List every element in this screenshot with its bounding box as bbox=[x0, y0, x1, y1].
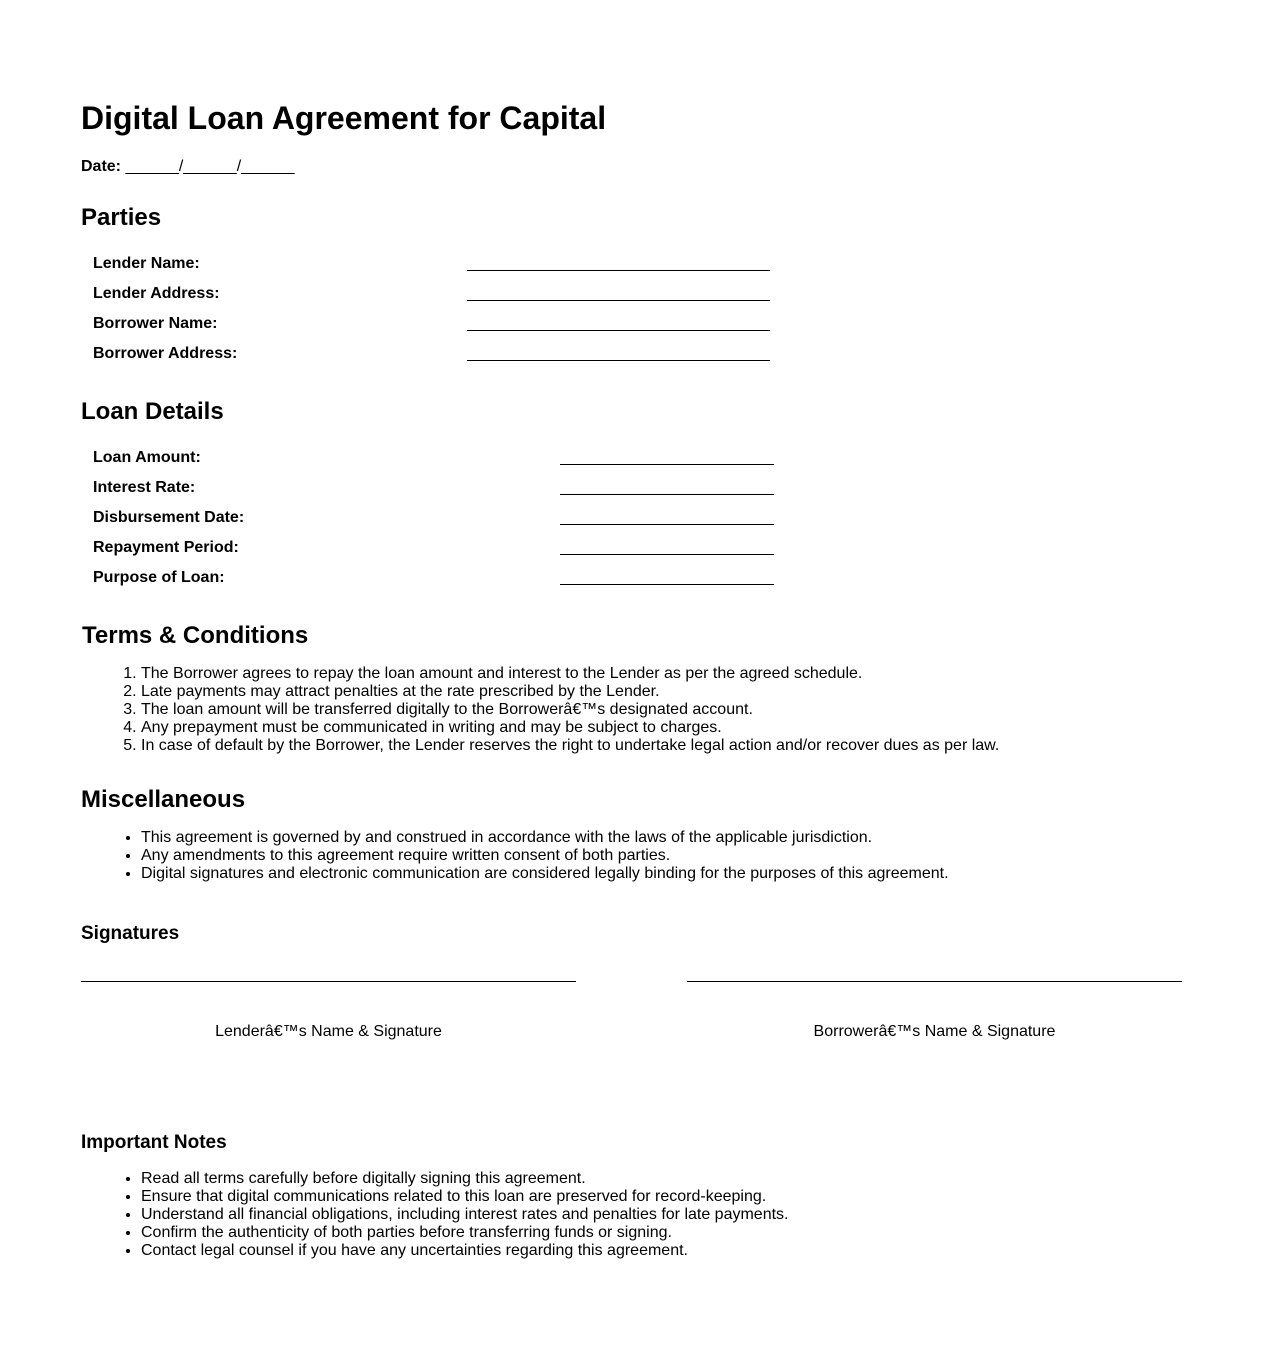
important-notes-list bbox=[81, 1170, 789, 1260]
loan-details-heading: Loan Details bbox=[81, 398, 224, 425]
list-item: 4. Any prepayment must be communicated in writing and may be subject to charges. bbox=[141, 719, 999, 737]
field-label: Purpose of Loan: bbox=[93, 569, 225, 586]
blank-line bbox=[467, 300, 770, 301]
date-label: Date: bbox=[81, 158, 122, 175]
list-item: 2. Late payments may attract penalties at the rate prescribed by the Lender. bbox=[141, 683, 999, 701]
list-item: • Contact legal counsel if you have any uncertainties regarding this agreement. bbox=[141, 1242, 789, 1260]
blank-line bbox=[560, 494, 774, 495]
blank-line bbox=[467, 360, 770, 361]
document-title: Digital Loan Agreement for Capital bbox=[81, 100, 607, 136]
borrower-signature-line[interactable] bbox=[687, 981, 1182, 982]
field-label: Lender Name: bbox=[93, 255, 200, 272]
important-notes-heading: Important Notes bbox=[81, 1132, 227, 1153]
list-item: • Digital signatures and electronic communication are considered legally binding for the purposes of this agreement. bbox=[141, 865, 949, 883]
blank-line bbox=[560, 524, 774, 525]
blank-line bbox=[467, 330, 770, 331]
blank-line bbox=[560, 584, 774, 585]
list-item: • Any amendments to this agreement require written consent of both parties. bbox=[141, 847, 949, 865]
parties-heading: Parties bbox=[81, 204, 162, 231]
lender-signature-caption: Lenderâ€™s Name & Signature bbox=[215, 1023, 442, 1040]
borrower-signature-caption: Borrowerâ€™s Name & Signature bbox=[813, 1023, 1056, 1040]
miscellaneous-heading: Miscellaneous bbox=[81, 786, 246, 813]
terms-heading: Terms & Conditions bbox=[82, 622, 309, 649]
blank-line bbox=[560, 464, 774, 465]
date-blank: ______/______/______ bbox=[125, 158, 295, 175]
date-line bbox=[81, 157, 295, 177]
list-item: 5. In case of default by the Borrower, the Lender reserves the right to undertake legal action and/or recover dues as per law. bbox=[141, 737, 999, 755]
list-item: • Confirm the authenticity of both parties before transferring funds or signing. bbox=[141, 1224, 789, 1242]
list-item: 3. The loan amount will be transferred digitally to the Borrowerâ€™s designated account. bbox=[141, 701, 999, 719]
list-item: • Understand all financial obligations, including interest rates and penalties for late payments. bbox=[141, 1206, 789, 1224]
miscellaneous-list bbox=[81, 829, 949, 883]
blank-line bbox=[467, 270, 770, 271]
field-label: Borrower Name: bbox=[93, 315, 218, 332]
field-label: Interest Rate: bbox=[93, 479, 196, 496]
field-label: Disbursement Date: bbox=[93, 509, 245, 526]
list-item: • This agreement is governed by and construed in accordance with the laws of the applicable jurisdiction. bbox=[141, 829, 949, 847]
terms-list bbox=[81, 665, 999, 755]
list-item: • Read all terms carefully before digitally signing this agreement. bbox=[141, 1170, 789, 1188]
signatures-heading: Signatures bbox=[81, 923, 180, 944]
lender-signature-line[interactable] bbox=[81, 981, 576, 982]
list-item: • Ensure that digital communications related to this loan are preserved for record-keeping. bbox=[141, 1188, 789, 1206]
field-label: Loan Amount: bbox=[93, 449, 201, 466]
field-label: Repayment Period: bbox=[93, 539, 239, 556]
field-label: Borrower Address: bbox=[93, 345, 238, 362]
field-label: Lender Address: bbox=[93, 285, 220, 302]
list-item: 1. The Borrower agrees to repay the loan amount and interest to the Lender as per the agreed schedule. bbox=[141, 665, 999, 683]
blank-line bbox=[560, 554, 774, 555]
